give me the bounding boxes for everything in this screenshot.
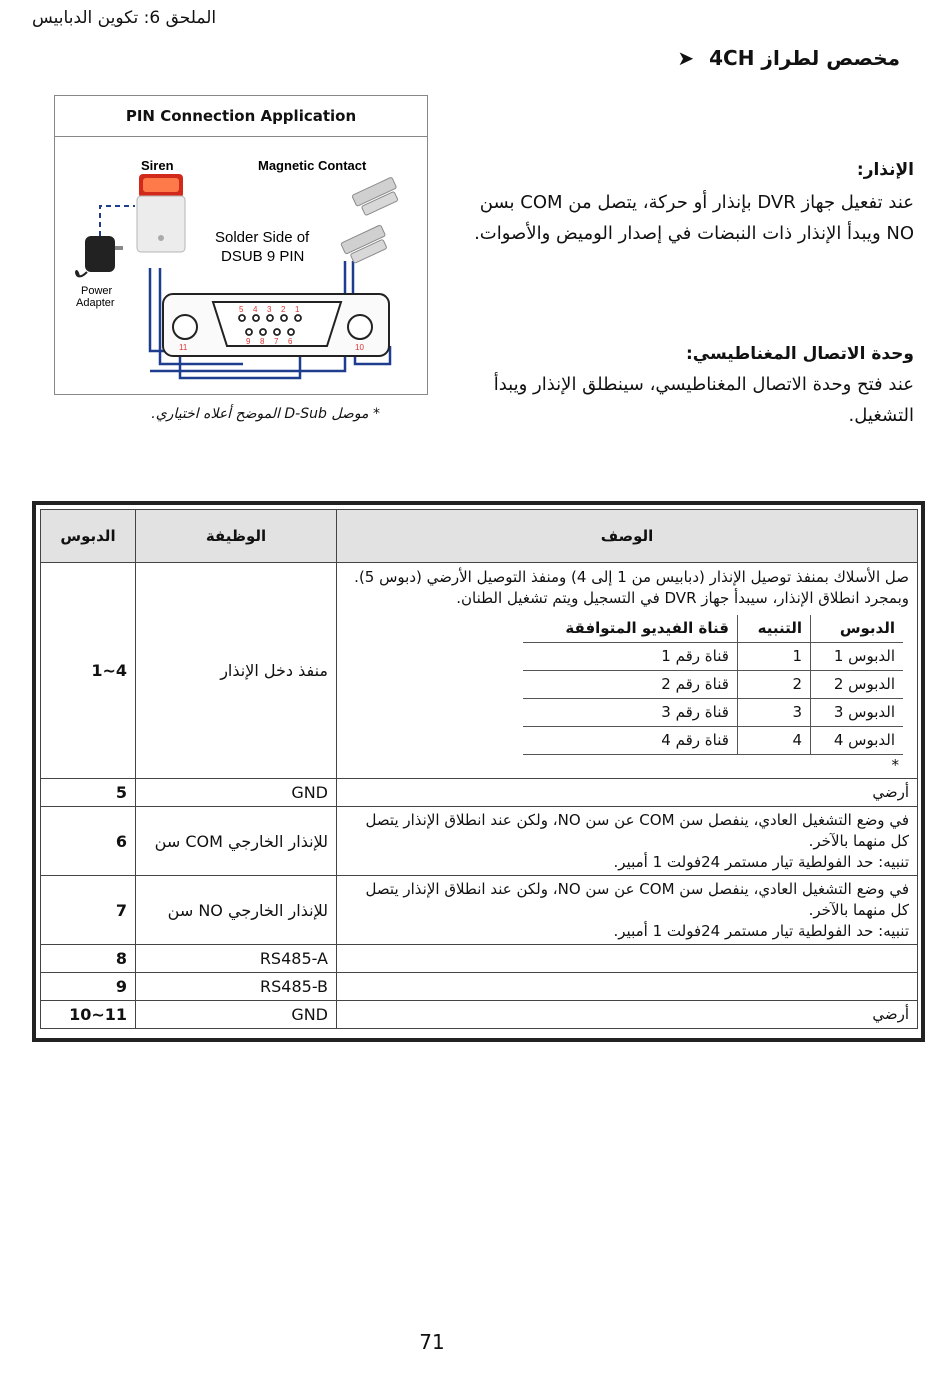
- sensor-paragraph: [434, 369, 914, 431]
- channel-map-table: [523, 615, 903, 755]
- function-cell: RS485-A: [136, 945, 337, 973]
- pin-cell: 1~4: [41, 563, 136, 779]
- pin-number: 6: [288, 337, 293, 346]
- dsub-label: DSUB 9 PIN: [221, 248, 305, 265]
- channel-map-pin: الدبوس 3: [811, 699, 904, 727]
- footnote-star: *: [891, 756, 899, 774]
- header-description: الوصف: [337, 510, 918, 563]
- channel-map-header-alarm: التنبيه: [737, 615, 810, 643]
- description-cell: [337, 945, 918, 973]
- channel-map-alarm: 4: [737, 727, 810, 755]
- function-cell: سن COM للإنذار الخارجي: [136, 807, 337, 876]
- table-header-row: [41, 510, 918, 563]
- section-title-text: مخصص لطراز 4CH: [709, 46, 900, 70]
- alarm-line-1: عند تفعيل جهاز DVR بإنذار أو حركة، يتصل من COM بسن: [479, 192, 914, 213]
- table-row: [41, 945, 918, 973]
- magnetic-contact-label: Magnetic Contact: [258, 158, 367, 173]
- channel-map-alarm: 1: [737, 643, 810, 671]
- pin-cell: 8: [41, 945, 136, 973]
- function-cell: GND: [136, 779, 337, 807]
- description-text: في وضع التشغيل العادي، ينفصل سن COM عن سن NO، ولكن عند انطلاق الإنذار يتصل كل منهما بالآخر.: [365, 879, 909, 919]
- pin-cell: 5: [41, 779, 136, 807]
- description-cell: [337, 973, 918, 1001]
- sensor-line-2: التشغيل.: [848, 405, 914, 426]
- diagram-illustration: [55, 96, 427, 394]
- channel-map-pin: الدبوس 4: [811, 727, 904, 755]
- channel-map-pin: الدبوس 2: [811, 671, 904, 699]
- voltage-note: تنبيه: حد الفولطية تيار مستمر 24فولت 1 أمبير.: [613, 852, 909, 871]
- table-row: [41, 807, 918, 876]
- pin-cell: 7: [41, 876, 136, 945]
- pin-number: 10: [355, 343, 364, 352]
- power-adapter-label-1: Power: [81, 285, 113, 297]
- sensor-line-1: عند فتح وحدة الاتصال المغناطيسي، سينطلق الإنذار ويبدأ: [493, 374, 914, 395]
- function-cell: سن NO للإنذار الخارجي: [136, 876, 337, 945]
- pin-cell: 10~11: [41, 1001, 136, 1029]
- description-text: في وضع التشغيل العادي، ينفصل سن COM عن سن NO، ولكن عند انطلاق الإنذار يتصل كل منهما بالآخر.: [365, 810, 909, 850]
- function-cell: RS485-B: [136, 973, 337, 1001]
- channel-map-row: [523, 699, 903, 727]
- channel-map-channel: قناة رقم 1: [523, 643, 737, 671]
- table-row: [41, 973, 918, 1001]
- description-cell: [337, 807, 918, 876]
- pin-connection-diagram: [54, 95, 428, 395]
- pin-cell: 6: [41, 807, 136, 876]
- alarm-paragraph: [434, 187, 914, 249]
- wire-power: [100, 206, 135, 236]
- channel-map-channel: قناة رقم 2: [523, 671, 737, 699]
- channel-map-row: [523, 727, 903, 755]
- channel-map-alarm: 2: [737, 671, 810, 699]
- pin-number: 11: [179, 343, 188, 352]
- sensor-heading: وحدة الاتصال المغناطيسي:: [685, 344, 914, 364]
- page-number: 71: [419, 1330, 445, 1354]
- section-title: [677, 46, 900, 70]
- diagram-caption: * موصل D-Sub الموضح أعلاه اختياري.: [151, 406, 380, 422]
- description-cell: أرضي: [337, 1001, 918, 1029]
- table-row: [41, 563, 918, 779]
- table-row: [41, 876, 918, 945]
- channel-map-header-channel: قناة الفيديو المتوافقة: [523, 615, 737, 643]
- magnetic-contact-icon: [341, 177, 402, 265]
- function-cell: منفذ دخل الإنذار: [136, 563, 337, 779]
- siren-icon: [137, 174, 185, 252]
- solder-side-label: Solder Side of: [215, 229, 310, 246]
- channel-map-channel: قناة رقم 4: [523, 727, 737, 755]
- channel-map-header: [523, 615, 903, 643]
- alarm-line-2: NO ويبدأ الإنذار ذات النبضات في إصدار الوميض والأصوات.: [474, 223, 914, 244]
- channel-map-header-pin: الدبوس: [811, 615, 904, 643]
- description-cell: أرضي: [337, 779, 918, 807]
- channel-map-channel: قناة رقم 3: [523, 699, 737, 727]
- description-cell: [337, 876, 918, 945]
- description-cell: [337, 563, 918, 779]
- pin-number: 9: [246, 337, 251, 346]
- description-text: صل الأسلاك بمنفذ توصيل الإنذار (دبابيس من 1 إلى 4) ومنفذ التوصيل الأرضي (دبوس 5). وبمجرد انطلاق الإنذار، سيبدأ جهاز DVR في التسجيل ويتم تشغيل الطنان.: [354, 568, 909, 607]
- alarm-heading: الإنذار:: [856, 160, 914, 180]
- table-row: [41, 1001, 918, 1029]
- header-function: الوظيفة: [136, 510, 337, 563]
- pin-number: 5: [239, 305, 244, 314]
- diagram-title: PIN Connection Application: [55, 96, 427, 137]
- power-adapter-label-2: Adapter: [76, 297, 115, 309]
- siren-label: Siren: [141, 158, 174, 173]
- arrow-bullet-icon: ➤: [677, 46, 695, 70]
- channel-map-row: [523, 671, 903, 699]
- channel-map-row: [523, 643, 903, 671]
- appendix-title: الملحق 6: تكوين الدبابيس: [32, 8, 217, 28]
- channel-map-pin: الدبوس 1: [811, 643, 904, 671]
- header-pin: الدبوس: [41, 510, 136, 563]
- power-adapter-icon: [76, 236, 123, 276]
- table-row: [41, 779, 918, 807]
- channel-map-alarm: 3: [737, 699, 810, 727]
- pin-table-frame: [32, 501, 925, 1042]
- pin-number: 8: [260, 337, 265, 346]
- pin-number: 4: [253, 305, 258, 314]
- function-cell: GND: [136, 1001, 337, 1029]
- pin-table: [40, 509, 918, 1029]
- pin-number: 2: [281, 305, 286, 314]
- pin-cell: 9: [41, 973, 136, 1001]
- pin-number: 7: [274, 337, 279, 346]
- voltage-note: تنبيه: حد الفولطية تيار مستمر 24فولت 1 أمبير.: [613, 921, 909, 940]
- pin-number: 3: [267, 305, 272, 314]
- pin-number: 1: [295, 305, 300, 314]
